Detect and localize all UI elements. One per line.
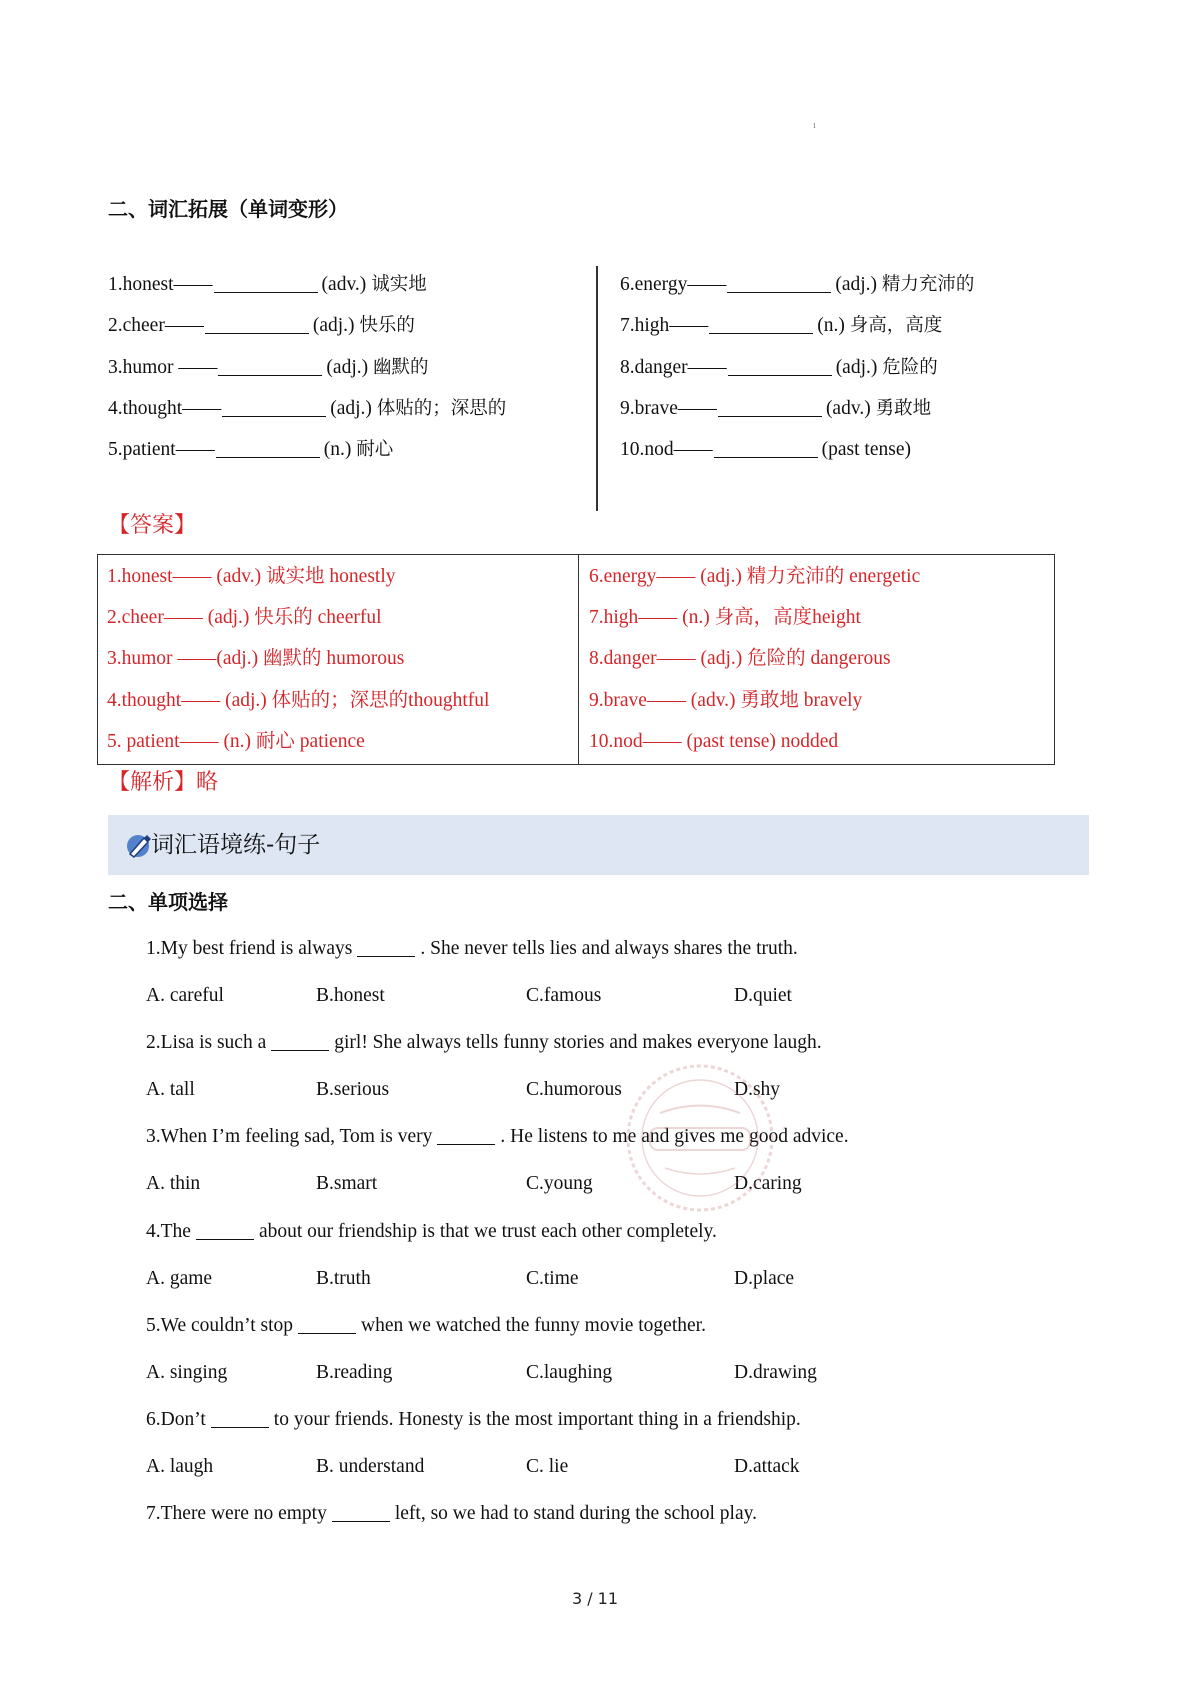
- option-c[interactable]: C.time: [526, 1267, 579, 1289]
- vocab-pos: (adv.): [825, 397, 871, 419]
- vocab-word: 3.humor ——: [108, 356, 218, 378]
- vocab-meaning: 勇敢地: [875, 397, 932, 419]
- answer-row: 5. patient—— (n.) 耐心 patience: [107, 730, 365, 752]
- answer-row: 3.humor ——(adj.) 幽默的 humorous: [107, 648, 405, 670]
- option-b[interactable]: B.honest: [316, 985, 385, 1007]
- option-a[interactable]: A. careful: [146, 985, 224, 1007]
- answer-blank[interactable]: [216, 437, 320, 458]
- vocab-pos: (adj.): [326, 356, 369, 378]
- vocab-word: 7.high——: [620, 315, 709, 337]
- vocab-pos: (adj.): [835, 356, 878, 378]
- option-b[interactable]: B.smart: [316, 1173, 378, 1195]
- option-c[interactable]: C.humorous: [526, 1079, 622, 1101]
- question-options: [146, 1446, 1046, 1493]
- question-options: [146, 1069, 1046, 1116]
- option-d[interactable]: D.place: [734, 1267, 795, 1289]
- vocab-meaning: 精力充沛的: [881, 274, 975, 295]
- answer-right-column: [589, 560, 920, 766]
- vocab-pos: (adj.): [835, 274, 878, 295]
- vocab-meaning: 幽默的: [372, 356, 429, 378]
- vocab-meaning: 快乐的: [359, 315, 415, 337]
- vocab-item: [620, 429, 974, 470]
- vocab-left-column: [108, 264, 506, 470]
- vocab-word: 6.energy——: [620, 274, 727, 295]
- header-mark: ı: [813, 120, 816, 131]
- vocab-word: 2.cheer——: [108, 315, 204, 337]
- answer-row: 9.brave—— (adv.) 勇敢地 bravely: [589, 689, 863, 711]
- vocab-pos: (adj.): [312, 315, 355, 337]
- answer-blank[interactable]: [196, 1219, 254, 1240]
- vocab-word: 1.honest——: [108, 274, 213, 295]
- vocab-meaning: 体贴的；深思的: [376, 397, 507, 419]
- option-a[interactable]: A. game: [146, 1267, 213, 1289]
- vocab-word: 5.patient——: [108, 439, 215, 461]
- answer-row: 6.energy—— (adj.) 精力充沛的 energetic: [589, 566, 921, 587]
- vocab-meaning: 身高，高度: [849, 315, 943, 337]
- question-stem: 3.When I’m feeling sad, Tom is very . He listens to me and gives me good advice.: [146, 1126, 849, 1148]
- answer-blank[interactable]: [709, 313, 813, 334]
- question-options: [146, 1258, 1046, 1305]
- option-d[interactable]: D.drawing: [734, 1361, 817, 1383]
- answer-blank[interactable]: [298, 1313, 356, 1334]
- vocab-right-column: [620, 264, 974, 470]
- page-number: 3 / 11: [571, 1589, 619, 1608]
- answer-row: 4.thought—— (adj.) 体贴的；深思的thoughtful: [107, 689, 490, 711]
- choice-section-title: 二、单项选择: [108, 890, 228, 914]
- answer-blank[interactable]: [727, 272, 831, 293]
- answer-blank[interactable]: [218, 355, 322, 376]
- question-stem: 7.There were no empty left, so we had to stand during the school play.: [146, 1503, 757, 1525]
- question-stem: 6.Don’t to your friends. Honesty is the most important thing in a friendship.: [146, 1408, 801, 1430]
- question-stem: 2.Lisa is such a girl! She always tells funny stories and makes everyone laugh.: [146, 1032, 822, 1054]
- questions-list: [146, 928, 1046, 1540]
- answer-table-divider: [578, 554, 579, 765]
- vocab-word: 8.danger——: [620, 356, 727, 378]
- answer-blank[interactable]: [211, 1407, 269, 1428]
- option-b[interactable]: B.reading: [316, 1361, 393, 1383]
- option-c[interactable]: C. lie: [526, 1456, 569, 1478]
- watermark-stamp: [620, 1058, 780, 1218]
- question-stem: 5.We couldn’t stop when we watched the funny movie together.: [146, 1314, 706, 1336]
- vocab-pos: (n.): [817, 315, 845, 337]
- option-a[interactable]: A. thin: [146, 1173, 201, 1195]
- vocab-item: [108, 305, 506, 346]
- option-b[interactable]: B. understand: [316, 1456, 425, 1478]
- option-a[interactable]: A. laugh: [146, 1456, 214, 1478]
- option-a[interactable]: A. singing: [146, 1361, 228, 1383]
- banner-title: 词汇语境练-句子: [151, 832, 321, 858]
- vocab-item: [108, 388, 506, 429]
- vocab-item: [108, 347, 506, 388]
- vocab-section-title: 二、词汇拓展（单词变形）: [108, 197, 348, 221]
- answer-row: 1.honest—— (adv.) 诚实地 honestly: [107, 566, 396, 587]
- vocab-item: [620, 347, 974, 388]
- answer-blank[interactable]: [214, 272, 318, 293]
- answer-left-column: [107, 560, 489, 766]
- answer-row: 8.danger—— (adj.) 危险的 dangerous: [589, 648, 891, 670]
- option-c[interactable]: C.young: [526, 1173, 593, 1195]
- vocab-pos: (adv.): [321, 274, 367, 295]
- vocab-item: [108, 429, 506, 470]
- answer-row: 2.cheer—— (adj.) 快乐的 cheerful: [107, 607, 382, 629]
- answer-blank[interactable]: [332, 1501, 390, 1522]
- option-d[interactable]: D.quiet: [734, 985, 792, 1007]
- question-options: [146, 1352, 1046, 1399]
- vocab-pos: (adj.): [330, 397, 372, 419]
- option-a[interactable]: A. tall: [146, 1079, 195, 1101]
- question-stem: 1.My best friend is always . She never tells lies and always shares the truth.: [146, 938, 798, 959]
- answer-heading: 【答案】: [108, 513, 197, 538]
- vocab-item: [620, 388, 974, 429]
- vocab-item: [620, 264, 974, 305]
- answer-blank[interactable]: [205, 313, 309, 334]
- answer-blank[interactable]: [714, 437, 818, 458]
- answer-blank[interactable]: [357, 936, 415, 957]
- pencil-icon: [124, 830, 154, 860]
- vocab-word: 10.nod——: [620, 439, 713, 461]
- vocab-pos: (past tense): [821, 439, 911, 461]
- vocab-word: 9.brave——: [620, 397, 717, 419]
- vocab-word: 4.thought——: [108, 397, 222, 419]
- option-d[interactable]: D.attack: [734, 1456, 800, 1478]
- vocab-item: [620, 305, 974, 346]
- answer-row: 7.high—— (n.) 身高，高度height: [589, 607, 861, 629]
- vocab-meaning: 耐心: [356, 439, 394, 461]
- option-d[interactable]: D.caring: [734, 1173, 802, 1195]
- answer-row: 10.nod—— (past tense) nodded: [589, 730, 839, 752]
- answer-blank[interactable]: [718, 396, 822, 417]
- vocab-item: [108, 264, 506, 305]
- answer-blank[interactable]: [222, 396, 326, 417]
- column-divider: [596, 266, 598, 511]
- option-b[interactable]: B.serious: [316, 1079, 390, 1101]
- option-b[interactable]: B.truth: [316, 1267, 371, 1289]
- analysis-note: 【解析】略: [108, 770, 219, 795]
- answer-blank[interactable]: [728, 355, 832, 376]
- vocab-pos: (n.): [323, 439, 352, 461]
- question-options: [146, 975, 1046, 1022]
- vocab-meaning: 危险的: [882, 356, 938, 378]
- question-stem: 4.The about our friendship is that we trust each other completely.: [146, 1220, 717, 1242]
- option-c[interactable]: C.laughing: [526, 1361, 613, 1383]
- answer-blank[interactable]: [437, 1124, 495, 1145]
- answer-blank[interactable]: [271, 1030, 329, 1051]
- option-d[interactable]: D.shy: [734, 1079, 781, 1101]
- option-c[interactable]: C.famous: [526, 985, 602, 1007]
- vocab-meaning: 诚实地: [371, 274, 427, 295]
- question-options: [146, 1163, 1046, 1210]
